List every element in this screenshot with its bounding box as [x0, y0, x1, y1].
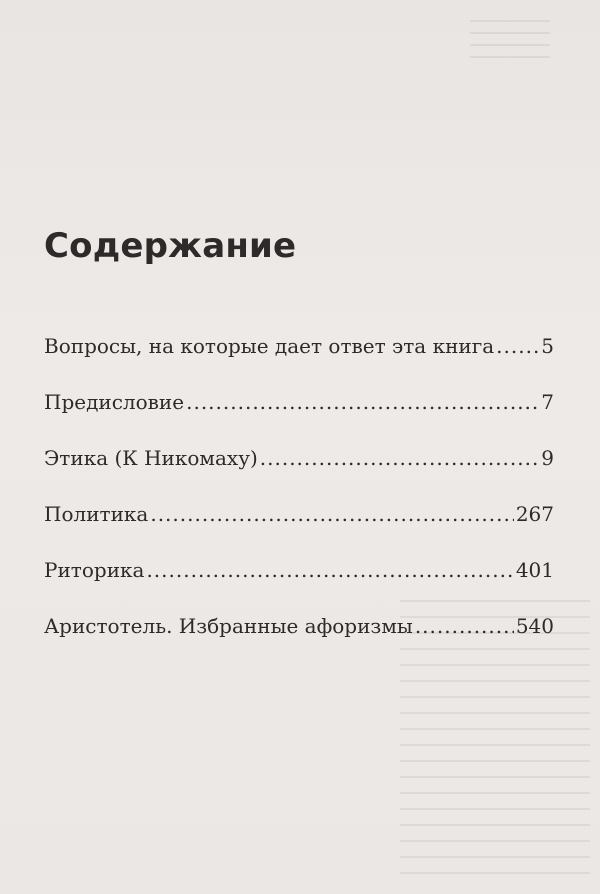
toc-entry: [44, 558, 554, 614]
dot-leader: [496, 334, 539, 358]
dot-leader: [150, 502, 513, 526]
show-through-texture-top: [470, 20, 550, 60]
toc-entry-title: Предисловие: [44, 390, 185, 414]
toc-entry-title: Политика: [44, 502, 149, 526]
toc-entry-title: Вопросы, на которые дает ответ эта книга: [44, 334, 495, 358]
toc-entry-title: Риторика: [44, 558, 145, 582]
dot-leader: [146, 558, 513, 582]
toc-page-number: 267: [515, 502, 554, 526]
dot-leader: [260, 446, 540, 470]
toc-entry: [44, 390, 554, 446]
toc-entry-title: Этика (К Никомаху): [44, 446, 258, 470]
toc-page-number: 7: [541, 390, 554, 414]
table-of-contents: [44, 334, 554, 670]
toc-page-number: 540: [515, 614, 554, 638]
toc-entry: [44, 502, 554, 558]
toc-page-number: 401: [515, 558, 554, 582]
toc-entry-title: Аристотель. Избранные афоризмы: [44, 614, 413, 638]
toc-page-number: 9: [541, 446, 554, 470]
dot-leader: [186, 390, 539, 414]
page-title: Содержание: [44, 226, 297, 266]
toc-entry: [44, 614, 554, 670]
toc-entry: [44, 446, 554, 502]
toc-page-number: 5: [541, 334, 554, 358]
dot-leader: [415, 614, 514, 638]
toc-entry: [44, 334, 554, 390]
